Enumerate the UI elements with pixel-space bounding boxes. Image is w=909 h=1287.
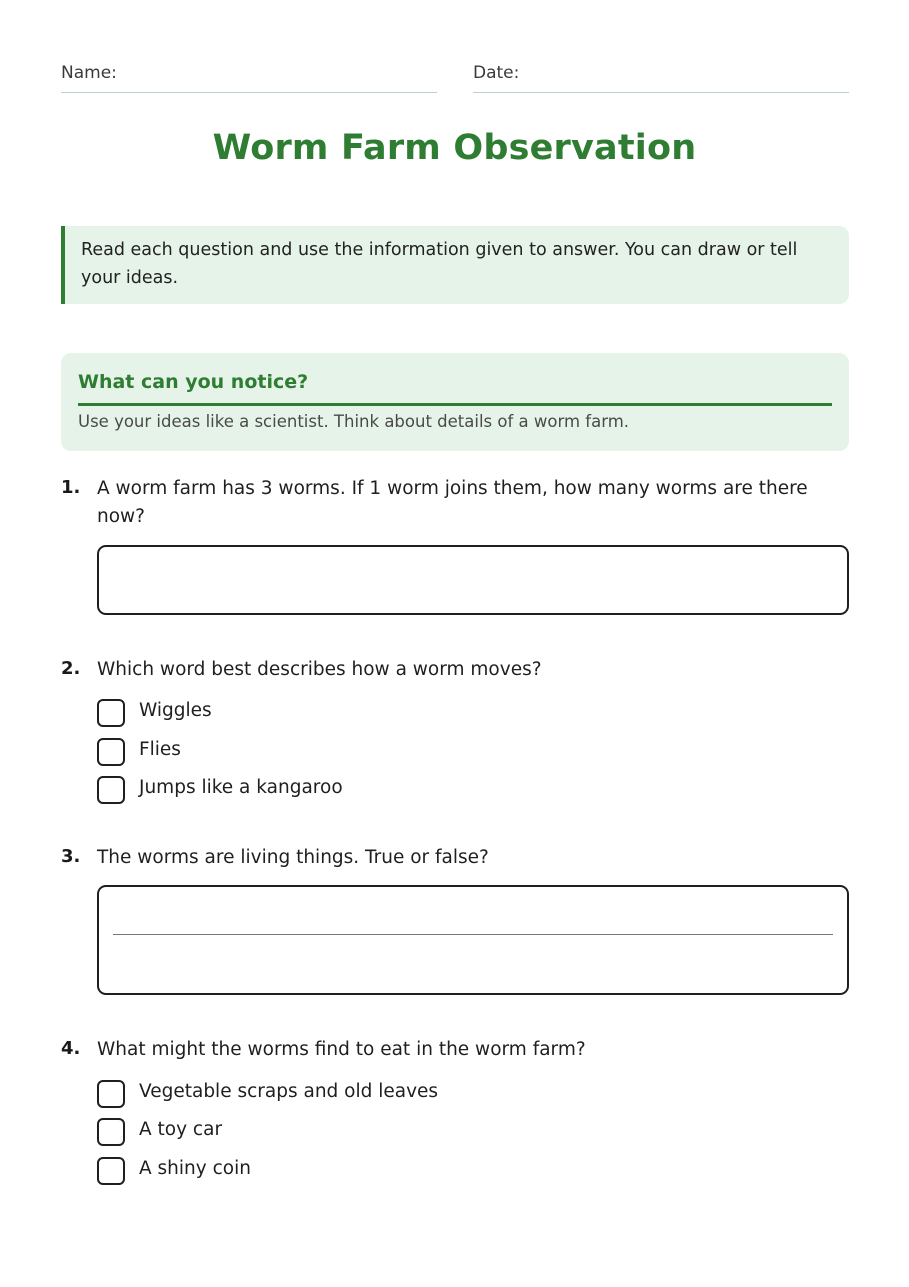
question-4-number: 4. <box>61 1038 81 1059</box>
checkbox[interactable] <box>97 1118 125 1146</box>
option-label: Flies <box>139 738 181 760</box>
name-field[interactable] <box>61 60 437 93</box>
checkbox[interactable] <box>97 1157 125 1185</box>
checkbox[interactable] <box>97 738 125 766</box>
question-1-answer-box[interactable] <box>97 545 849 615</box>
question-1-number: 1. <box>61 477 81 498</box>
name-label: Name: <box>61 63 117 83</box>
option-label: Vegetable scraps and old leaves <box>139 1080 439 1102</box>
question-3-text: The worms are living things. True or false? <box>97 847 489 868</box>
date-label: Date: <box>473 63 520 83</box>
question-4-option-2[interactable] <box>97 1116 222 1148</box>
date-field[interactable] <box>473 60 849 93</box>
question-4-option-1[interactable] <box>97 1078 438 1110</box>
option-label: A shiny coin <box>139 1157 251 1179</box>
question-4-option-3[interactable] <box>97 1155 251 1187</box>
section-box <box>61 353 849 451</box>
checkbox[interactable] <box>97 699 125 727</box>
question-3-answer-box[interactable] <box>97 885 849 995</box>
question-2-number: 2. <box>61 658 81 679</box>
option-label: Jumps like a kangaroo <box>139 776 343 798</box>
question-2-option-2[interactable] <box>97 736 181 768</box>
question-2-option-3[interactable] <box>97 774 343 806</box>
worksheet-title: Worm Farm Observation <box>212 128 697 168</box>
question-2-text: Which word best describes how a worm moves? <box>97 659 542 680</box>
instructions-box: Read each question and use the information given to answer. You can draw or tell your ideas. <box>61 226 849 304</box>
question-4-text: What might the worms find to eat in the worm farm? <box>97 1039 586 1060</box>
question-2-option-1[interactable] <box>97 697 212 729</box>
section-subtitle: Use your ideas like a scientist. Think about details of a worm farm. <box>78 412 630 431</box>
writing-line <box>113 934 833 935</box>
option-label: A toy car <box>139 1118 223 1140</box>
question-1-text: A worm farm has 3 worms. If 1 worm joins them, how many worms are there now? <box>97 478 808 527</box>
checkbox[interactable] <box>97 776 125 804</box>
checkbox[interactable] <box>97 1080 125 1108</box>
question-3-number: 3. <box>61 846 81 867</box>
section-title: What can you notice? <box>78 369 832 406</box>
option-label: Wiggles <box>139 699 212 721</box>
